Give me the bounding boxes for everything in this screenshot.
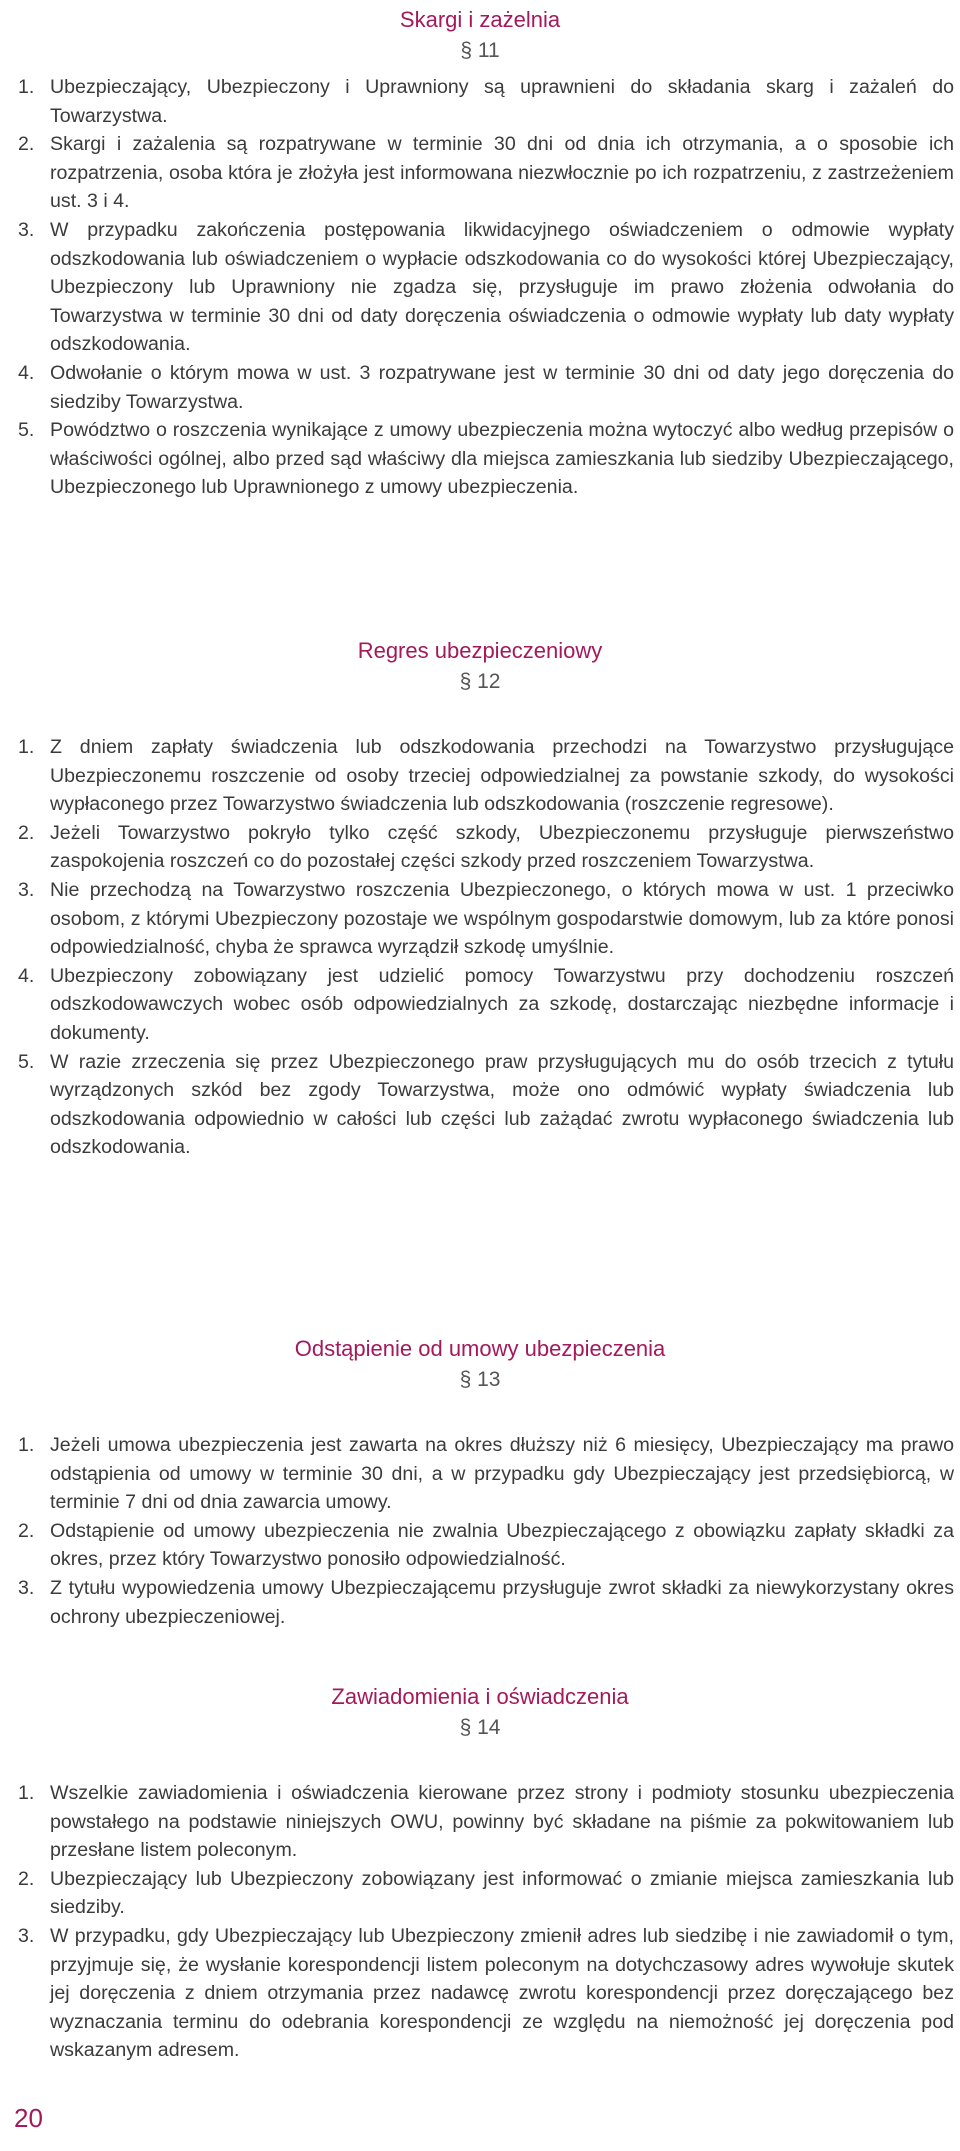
item-text: Skargi i zażalenia są rozpatrywane w terminie 30 dni od dnia ich otrzymania, a o sposobie ich rozpatrzenia, osoba która je złożyła jest informowana niezwłocznie po ich rozpatrzeniu, z zastrzeżeniem ust. 3 i 4. [50,133,954,213]
item-text: Ubezpieczający, Ubezpieczony i Uprawniony są uprawnieni do składania skarg i zażaleń do Towarzystwa. [50,76,954,127]
item-text: Z dniem zapłaty świadczenia lub odszkodowania przechodzi na Towarzystwo przysługujące Ubezpieczonemu roszczenie od osoby trzeciej odpowiedzialnej za powstanie szkody, do wysokości wypłaconego przez Towarzystwo świadczenia lub odszkodowania (roszczenie regresowe). [50,736,954,816]
section-complaints [0,5,960,65]
item-number: 5. [18,1050,35,1073]
item-number: 1. [18,1434,35,1456]
list-item [18,1779,954,1865]
list-item [18,819,954,876]
item-number: 5. [18,419,35,442]
section-heading: Odstąpienie od umowy ubezpieczenia [294,1336,666,1361]
paragraph-number: § 13 [459,1368,501,1391]
list-item [18,1431,954,1517]
list-item [18,130,954,216]
list-item [18,359,954,416]
item-number: 1. [18,1782,35,1804]
list-item [18,733,954,819]
item-number: 3. [18,218,35,241]
list-item [18,216,954,359]
item-number: 4. [18,361,35,384]
section-heading: Skargi i zażelnia [399,7,561,32]
list-item [18,962,954,1048]
section-withdrawal [0,1334,960,1394]
list-item [18,416,954,502]
list-item [18,876,954,962]
list-item [18,1865,954,1922]
item-number: 3. [18,878,35,901]
list-item [18,1922,954,2065]
list-item [18,1574,954,1631]
section-notifications-list [18,1779,954,2065]
item-text: Nie przechodzą na Towarzystwo roszczenia Ubezpieczonego, o których mowa w ust. 1 przeciwko osobom, z którymi Ubezpieczony pozostaje we wspólnym gospodarstwie domowym, lub za które ponosi odpowiedzialność, chyba że sprawca wyrządził szkodę umyślnie. [50,878,954,959]
section-withdrawal-list [18,1431,954,1631]
paragraph-number: § 14 [459,1716,501,1739]
paragraph-number: § 12 [459,670,501,693]
item-number: 2. [18,1867,35,1890]
section-heading: Regres ubezpieczeniowy [357,638,603,663]
item-number: 3. [18,1576,35,1599]
item-text: Odstąpienie od umowy ubezpieczenia nie zwalnia Ubezpieczającego z obowiązku zapłaty składki za okres, przez który Towarzystwo ponosiło odpowiedzialność. [50,1519,954,1571]
item-number: 4. [18,964,35,987]
item-number: 3. [18,1924,35,1947]
item-number: 1. [18,736,35,758]
item-text: Jeżeli Towarzystwo pokryło tylko część szkody, Ubezpieczonemu przysługuje pierwszeństwo zaspokojenia roszczeń co do pozostałej części szkody przed roszczeniem Towarzystwa. [50,821,954,873]
section-recourse [0,636,960,696]
item-text: Powództwo o roszczenia wynikające z umowy ubezpieczenia można wytoczyć albo według przepisów o właściwości ogólnej, albo przed sąd właściwy dla miejsca zamieszkania lub siedziby Ubezpieczającego, Ubezpieczonego lub Uprawnionego z umowy ubezpieczenia. [50,419,954,499]
item-number: 2. [18,821,35,844]
item-text: Odwołanie o którym mowa w ust. 3 rozpatrywane jest w terminie 30 dni od daty jego doręczenia do siedziby Towarzystwa. [50,361,954,413]
list-item [18,73,954,130]
item-text: Ubezpieczony zobowiązany jest udzielić pomocy Towarzystwu przy dochodzeniu roszczeń odszkodowawczych wobec osób odpowiedzialnych za szkodę, dostarczając niezbędne informacje i dokumenty. [50,964,954,1044]
section-notifications [0,1682,960,1742]
list-item [18,1517,954,1574]
section-recourse-list [18,733,954,1162]
list-item [18,1048,954,1162]
item-text: Wszelkie zawiadomienia i oświadczenia kierowane przez strony i podmioty stosunku ubezpieczenia powstałego na podstawie niniejszych OWU, powinny być składane na piśmie za pokwitowaniem lub przesłane listem poleconym. [50,1782,954,1862]
item-text: W przypadku, gdy Ubezpieczający lub Ubezpieczony zmienił adres lub siedzibę i nie zawiadomił o tym, przyjmuje się, że wysłanie korespondencji listem poleconym na dotychczasowy adres wywołuje skutek jej doręczenia z dniem otrzymania przez nadawcę zwrotu korespondencji przez doręczającego bez wyznaczania terminu do odebrania korespondencji ze względu na niemożność jej doręczenia pod wskazanym adresem. [50,1924,954,2062]
item-number: 2. [18,1519,35,1542]
item-text: Z tytułu wypowiedzenia umowy Ubezpieczającemu przysługuje zwrot składki za niewykorzystany okres ochrony ubezpieczeniowej. [50,1576,954,1628]
item-number: 2. [18,133,35,156]
item-text: Ubezpieczający lub Ubezpieczony zobowiązany jest informować o zmianie miejsca zamieszkania lub siedziby. [50,1867,954,1919]
section-heading: Zawiadomienia i oświadczenia [331,1684,629,1709]
item-number: 1. [18,76,35,98]
item-text: W przypadku zakończenia postępowania likwidacyjnego oświadczeniem o odmowie wypłaty odszkodowania lub oświadczeniem o wypłacie odszkodowania co do wysokości której Ubezpieczający, Ubezpieczony lub Uprawniony nie zgadza się, przysługuje im prawo złożenia odwołania do Towarzystwa w terminie 30 dni od daty doręczenia oświadczenia o odmowie wypłaty lub daty wypłaty odszkodowania. [50,218,954,356]
item-text: W razie zrzeczenia się przez Ubezpieczonego praw przysługujących mu do osób trzecich z tytułu wyrządzonych szkód bez zgody Towarzystwa, może ono odmówić wypłaty świadczenia lub odszkodowania odpowiednio w całości lub części lub zażądać zwrotu wypłaconego świadczenia lub odszkodowania. [50,1050,954,1159]
item-text: Jeżeli umowa ubezpieczenia jest zawarta na okres dłuższy niż 6 miesięcy, Ubezpieczający ma prawo odstąpienia od umowy w terminie 30 dni, a w przypadku gdy Ubezpieczający jest przedsiębiorcą, w terminie 7 dni od dnia zawarcia umowy. [50,1434,954,1514]
page-number: 20 [14,2103,43,2133]
paragraph-number: § 11 [460,39,500,62]
section-complaints-list [18,73,954,502]
